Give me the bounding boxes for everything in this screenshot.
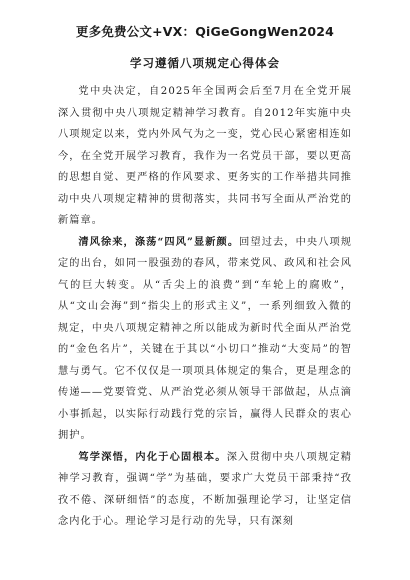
- paragraph-text: 党中央决定，自2025年全国两会后至7月在全党开展深入贯彻中央八项规定精神学习教育。自2012年实施中央八项规定以来，党内外风气为之一变，党心民心紧密相连如今，在全党开展学习教育，我作为一名党员干部，要以更高的思想自觉、更严格的作风要求、更务实的工作举措共同推动中央八项规定精神的贯彻落实，共同书写全面从严治党的新篇章。: [58, 86, 352, 226]
- paragraph-intro: [58, 81, 352, 232]
- paragraph-deep-study: [58, 447, 352, 533]
- paragraph-clean-wind: [58, 232, 352, 447]
- paragraph-lead-heading: 清风徐来，涤荡“四风”显新颜。: [78, 235, 240, 248]
- page-title: 学习遵循八项规定心得体会: [130, 56, 280, 70]
- paragraph-text: 深入贯彻中央八项规定精神学习教育，强调“学”为基础，要求广大党员干部秉持“孜孜不倦、深研细悟”的态度，不断加强理论学习，让坚定信念内化于心。理论学习是行动的先导，只有深刻: [58, 451, 352, 527]
- promo-header: 更多免费公文+VX：QiGeGongWen2024: [75, 24, 335, 39]
- paragraph-text: 回望过去，中央八项规定的出台，如同一股强劲的春风，带来党风、政风和社会风气的巨大转变。从“舌尖上的浪费”到“车轮上的腐败”，从“文山会海”到“指尖上的形式主义”，一系列细致入微的规定，中央八项规定精神之所以能成为新时代全面从严治党的“金色名片”，关键在于其以“小切口”推动“大变局”的智慧与勇气。它不仅仅是一项项具体规定的集合，更是理念的传递——党要管党、从严治党必须从领导干部做起，从点滴小事抓起，以实际行动践行党的宗旨，赢得人民群众的衷心拥护。: [58, 236, 353, 441]
- paragraph-lead-heading: 笃学深悟，内化于心固根本。: [78, 450, 227, 463]
